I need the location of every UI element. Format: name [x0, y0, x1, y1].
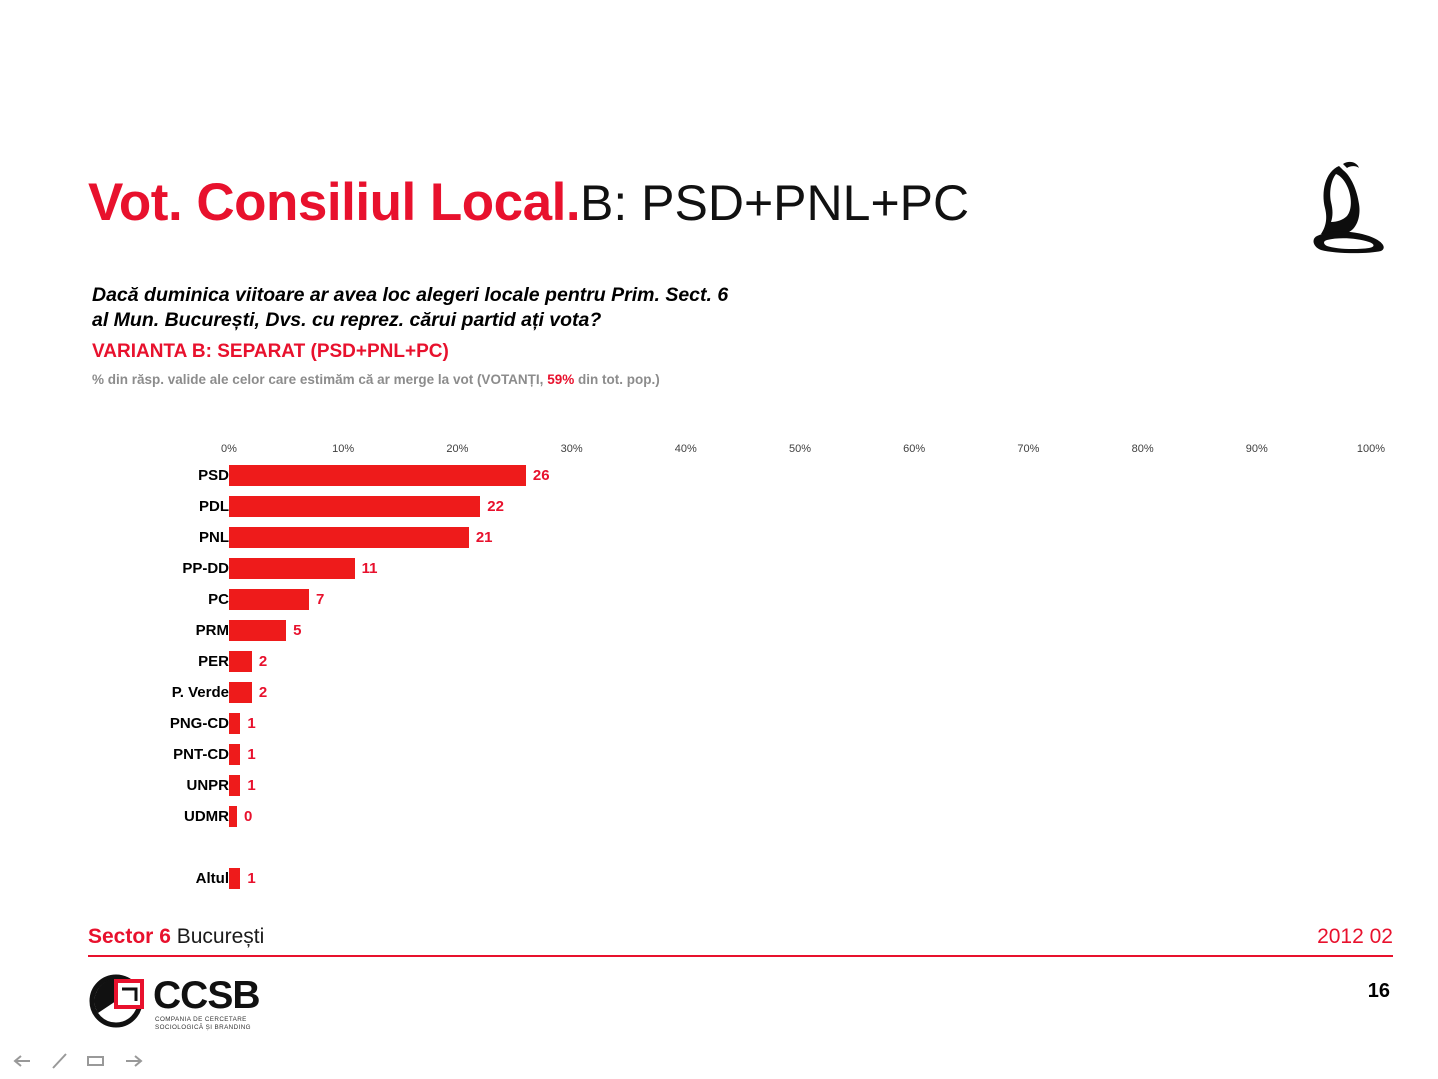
x-axis-tick: 60%: [903, 443, 926, 455]
bar: [229, 651, 252, 672]
ccsb-logo: [88, 973, 298, 1035]
bar-row: [0, 743, 1438, 767]
bar-row: [0, 464, 1438, 488]
x-axis-tick: 30%: [560, 443, 583, 455]
bar-category-label: P. Verde: [171, 684, 229, 701]
x-axis-tick: 10%: [332, 443, 355, 455]
pen-icon[interactable]: [48, 1050, 72, 1072]
question-block: [92, 283, 992, 333]
footer-divider: [88, 955, 1393, 957]
footer-city: București: [170, 925, 265, 948]
presentation-toolbar: [0, 1044, 1438, 1079]
bar-category-label: Altul: [195, 870, 229, 887]
slide-icon[interactable]: [84, 1050, 108, 1072]
bar-category-label: PSD: [198, 467, 229, 484]
bar-value-label: 2: [258, 684, 268, 701]
bar-value-label: 1: [247, 777, 256, 794]
bar-category-label: PNL: [199, 529, 229, 546]
bar-row: [0, 619, 1438, 643]
bar-value-label: 26: [532, 467, 550, 484]
bar-value-label: 11: [361, 560, 378, 577]
penguin-icon: [1295, 158, 1395, 258]
x-axis-tick: 40%: [674, 443, 697, 455]
question-line-2: al Mun. București, Dvs. cu reprez. cărui partid ați vota?: [92, 309, 602, 331]
bar: [229, 713, 240, 734]
question-line-1: Dacă duminica viitoare ar avea loc alegeri locale pentru Prim. Sect. 6: [92, 284, 729, 306]
prev-arrow-icon[interactable]: [10, 1050, 34, 1072]
bar: [229, 868, 240, 889]
title-sub: B: PSD+PNL+PC: [580, 175, 970, 231]
chart-plot-area: [0, 464, 1438, 904]
page-title: [88, 172, 1388, 238]
bar-value-label: 5: [293, 622, 302, 639]
bar: [229, 775, 240, 796]
sample-note-pre: % din răsp. valide ale celor care estimăm că ar merge la vot (VOTANȚI,: [92, 372, 548, 387]
bar: [229, 744, 240, 765]
bar-row: [0, 712, 1438, 736]
sample-note-highlight: 59%: [547, 372, 575, 387]
x-axis-tick: 20%: [446, 443, 469, 455]
bar-value-label: 1: [247, 870, 256, 887]
bar-value-label: 22: [487, 498, 504, 515]
bar: [229, 527, 469, 548]
x-axis-tick: 70%: [1017, 443, 1040, 455]
x-axis-tick: 80%: [1131, 443, 1154, 455]
bar-value-label: 2: [258, 653, 268, 670]
bar-value-label: 1: [247, 715, 256, 732]
ccsb-wordmark: CCSB: [153, 974, 260, 1017]
ccsb-mark-icon: [88, 973, 150, 1029]
bar-category-label: PC: [208, 591, 229, 608]
bar: [229, 496, 480, 517]
bar-row: [0, 526, 1438, 550]
bar-row: [0, 681, 1438, 705]
bar-row: [0, 588, 1438, 612]
bar-value-label: 21: [475, 529, 493, 546]
bar: [229, 682, 252, 703]
bar-category-label: PNT-CD: [173, 746, 229, 763]
next-arrow-icon[interactable]: [122, 1050, 146, 1072]
bar: [229, 806, 237, 827]
x-axis-tick: 100%: [1356, 443, 1386, 455]
title-main: Vot. Consiliul Local.: [88, 173, 581, 232]
bar-value-label: 1: [247, 746, 256, 763]
bar-row: [0, 867, 1438, 891]
sample-note: [92, 372, 660, 387]
variant-label: VARIANTA B: SEPARAT (PSD+PNL+PC): [92, 341, 449, 362]
bar-row: [0, 495, 1438, 519]
bar-value-label: 7: [315, 591, 325, 608]
x-axis-tick: 90%: [1245, 443, 1268, 455]
ccsb-tagline-line-2: SOCIOLOGICĂ ȘI BRANDING: [155, 1024, 251, 1031]
bar: [229, 465, 526, 486]
bar-category-label: PDL: [199, 498, 229, 515]
bar-category-label: PER: [198, 653, 229, 670]
bar-category-label: PNG-CD: [169, 715, 229, 732]
ccsb-tagline: [155, 1016, 251, 1032]
page-number: 16: [1367, 980, 1390, 1002]
bar: [229, 589, 309, 610]
bar: [229, 620, 286, 641]
bar-category-label: UDMR: [184, 808, 229, 825]
bar: [229, 558, 355, 579]
bar-row: [0, 557, 1438, 581]
footer-sector: Sector 6: [88, 925, 171, 948]
footer-location: [88, 925, 264, 949]
bar-row: [0, 774, 1438, 798]
bar-value-label: 0: [244, 808, 253, 825]
ccsb-tagline-line-1: COMPANIA DE CERCETARE: [155, 1016, 247, 1023]
bar-category-label: PP-DD: [182, 560, 229, 577]
x-axis-tick: 0%: [221, 443, 237, 455]
bar-row: [0, 805, 1438, 829]
footer-date: 2012 02: [1317, 925, 1393, 948]
bar-chart: [0, 440, 1438, 910]
sample-note-post: din tot. pop.): [574, 372, 660, 387]
bar-row: [0, 836, 1438, 860]
bar-row: [0, 650, 1438, 674]
x-axis-tick-labels: [0, 440, 1438, 460]
bar-category-label: UNPR: [186, 777, 229, 794]
bar-category-label: PRM: [195, 622, 229, 639]
x-axis-tick: 50%: [788, 443, 812, 455]
